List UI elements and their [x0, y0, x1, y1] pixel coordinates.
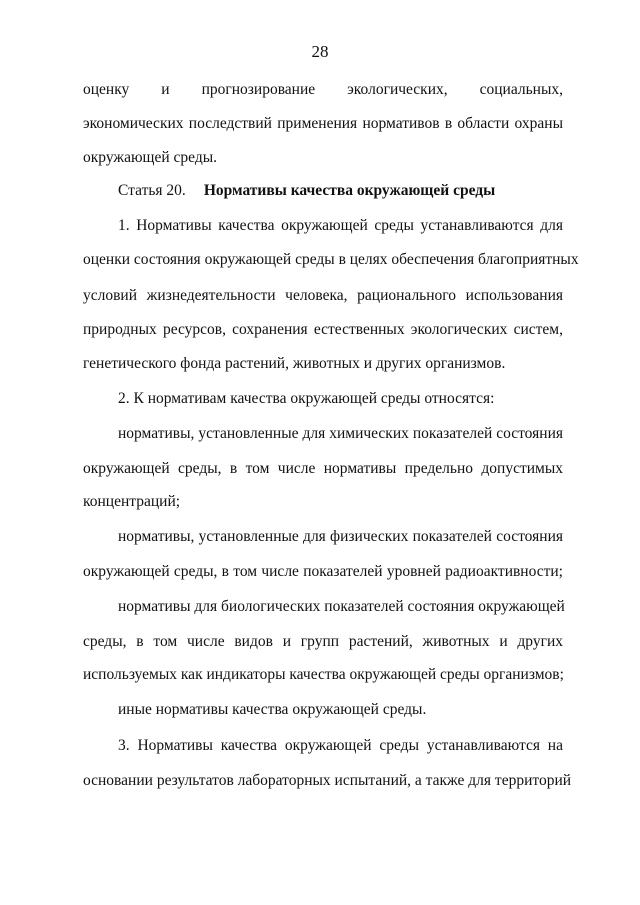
text-line: окружающей среды, в том числе показателей уровней радиоактивности; [83, 563, 563, 580]
text-line: концентраций; [83, 493, 181, 510]
page-number: 28 [311, 42, 329, 61]
text-line: генетического фонда растений, животных и других организмов. [83, 355, 506, 372]
text-line: основании результатов лабораторных испытаний, а также для территорий [83, 772, 572, 789]
text-line: экономических последствий применения нормативов в области охраны [83, 115, 563, 132]
text-line: нормативы, установленные для физических показателей состояния [118, 528, 563, 545]
text-line: нормативы для биологических показателей состояния окружающей [118, 598, 565, 615]
text-line: 2. К нормативам качества окружающей среды относятся: [118, 390, 495, 407]
text-line: окружающей среды. [83, 149, 218, 166]
text-line: 3. Нормативы качества окружающей среды устанавливаются на [118, 737, 563, 754]
article-title: Нормативы качества окружающей среды [203, 182, 496, 199]
article-heading [118, 181, 563, 201]
text-line: условий жизнедеятельности человека, рационального использования [83, 287, 563, 304]
text-line: оценку и прогнозирование экологических, социальных, [83, 81, 563, 98]
text-line: среды, в том числе видов и групп растений, животных и других [83, 633, 563, 650]
text-line: оценки состояния окружающей среды в целях обеспечения благоприятных [83, 251, 579, 268]
text-line: 1. Нормативы качества окружающей среды устанавливаются для [118, 217, 563, 234]
text-line: окружающей среды, в том числе нормативы предельно допустимых [83, 460, 563, 477]
text-line: нормативы, установленные для химических показателей состояния [118, 425, 563, 442]
text-line: иные нормативы качества окружающей среды. [118, 701, 427, 718]
article-number: Статья 20. [118, 182, 186, 199]
text-line: используемых как индикаторы качества окружающей среды организмов; [83, 666, 564, 683]
text-line: природных ресурсов, сохранения естественных экологических систем, [83, 321, 563, 338]
